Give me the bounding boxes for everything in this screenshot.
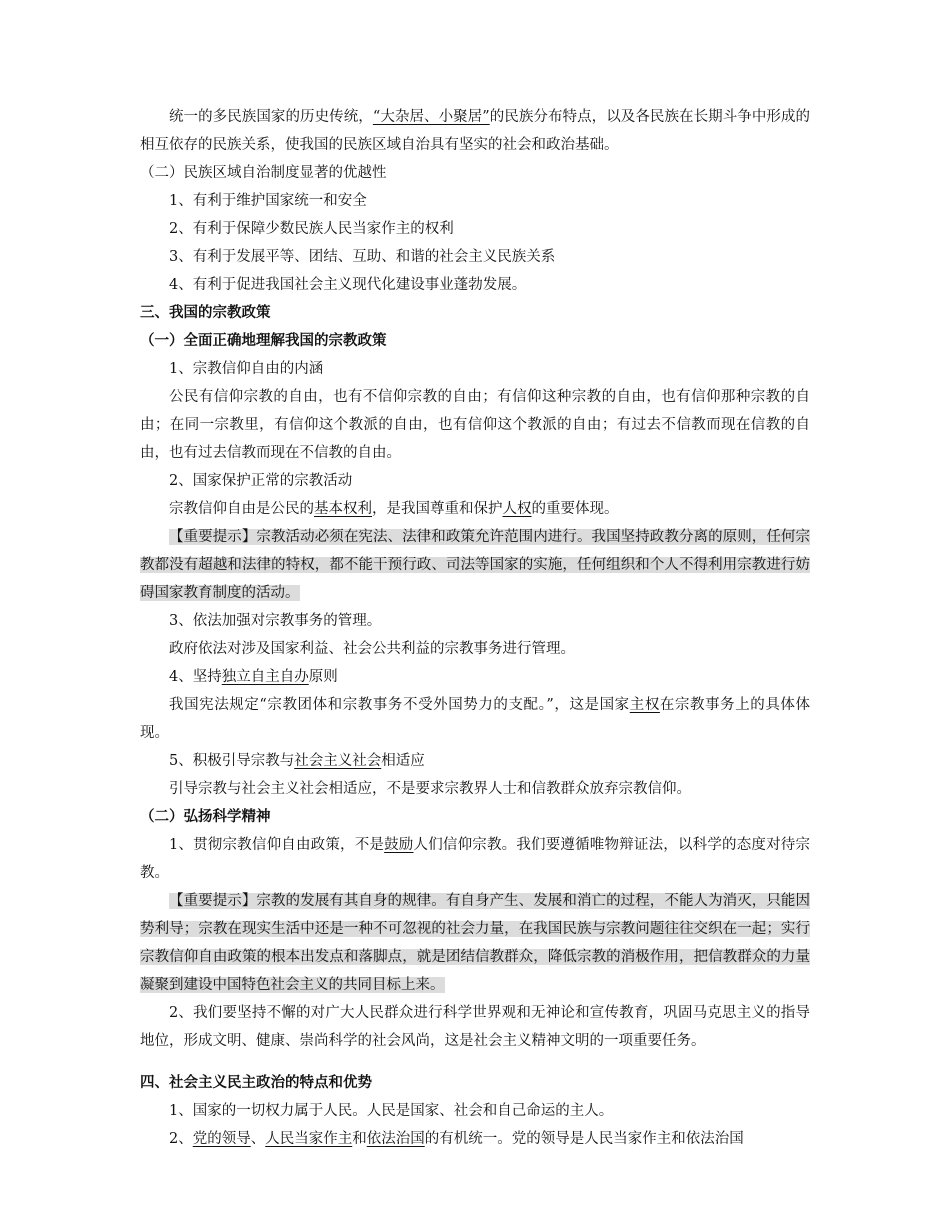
list-item: 4、有利于促进我国社会主义现代化建设事业蓬勃发展。 <box>169 277 527 293</box>
text: 在宗教事务上的具体体现。 <box>140 697 811 741</box>
text: ，是我国尊重和保护 <box>372 501 503 517</box>
text: 的民族分布特点，以及各民族在长期斗争中形成的相互依存的民族关系，使我国的民族区域自治具有坚实的社会和政治基础。 <box>140 109 811 153</box>
text: 我国宪法规定“宗教团体和宗教事务不受外国势力的支配。”，这是国家 <box>169 697 630 713</box>
paragraph: 2、我们要坚持不懈的对广大人民群众进行科学世界观和无神论和宣传教育，巩固马克思主义的指导地位，形成文明、健康、崇尚科学的社会风尚，这是社会主义精神文明的一项重要任务。 <box>140 1005 810 1049</box>
underlined-term: 人权 <box>502 501 532 517</box>
underlined-term: 人民当家作主 <box>265 1131 353 1147</box>
text: 宗教信仰自由是公民的 <box>169 501 314 517</box>
underlined-term: 党的领导 <box>192 1131 251 1147</box>
text: 原则 <box>308 669 338 685</box>
paragraph: 政府依法对涉及国家利益、社会公共利益的宗教事务进行管理。 <box>169 641 575 657</box>
text: 相适应 <box>381 753 425 769</box>
text: 2、 <box>169 1131 193 1147</box>
section-heading-understand-policy: （一）全面正确地理解我国的宗教政策 <box>140 333 387 349</box>
chapter-heading-religion-policy: 三、我国的宗教政策 <box>140 305 271 321</box>
section-heading-autonomy-advantages: （二）民族区域自治制度显著的优越性 <box>140 165 387 181</box>
paragraph-ethnic-basis <box>140 103 810 159</box>
spacer <box>140 1055 810 1069</box>
highlighted-text: 【重要提示】宗教的发展有其自身的规律。有自身产生、发展和消亡的过程，不能人为消灭，只能因势利导；宗教在现实生活中还是一种不可忽视的社会力量，在我国民族与宗教问题往往交织在一起；实行宗教信仰自由政策的根本出发点和落脚点，就是团结信教群众，降低宗教的消极作用，把信教群众的力量凝聚到建设中国特色社会主义的共同目标上来。 <box>140 893 810 993</box>
text: 的重要体现。 <box>531 501 619 517</box>
paragraph <box>140 1125 810 1153</box>
underlined-term: 独立自主自办 <box>221 669 309 685</box>
text: 的有机统一。党的领导是人民当家作主和依法治国 <box>424 1131 744 1147</box>
paragraph: 公民有信仰宗教的自由，也有不信仰宗教的自由；有信仰这种宗教的自由，也有信仰那种宗教的自由；在同一宗教里，有信仰这个教派的自由，也有信仰这个教派的自由；有过去不信教而现在信教的自由，也有过去信教而现在不信教的自由。 <box>140 389 810 461</box>
underlined-term: 依法治国 <box>366 1131 425 1147</box>
list-item: 3、有利于发展平等、团结、互助、和谐的社会主义民族关系 <box>169 249 556 265</box>
document-page <box>140 103 810 1153</box>
underlined-term: 社会主义社会 <box>294 753 382 769</box>
underlined-term: “大杂居、小聚居” <box>372 109 490 125</box>
paragraph <box>140 691 810 747</box>
paragraph: 引导宗教与社会主义社会相适应，不是要求宗教界人士和信教群众放弃宗教信仰。 <box>169 781 691 797</box>
chapter-heading-democracy: 四、社会主义民主政治的特点和优势 <box>140 1075 372 1091</box>
item-heading <box>140 747 810 775</box>
text: 人们信仰宗教。我们要遵循唯物辩证法，以科学的态度对待宗教。 <box>140 837 810 881</box>
item-heading: 2、国家保护正常的宗教活动 <box>169 473 353 489</box>
underlined-term: 鼓励 <box>384 837 414 853</box>
item-heading: 1、宗教信仰自由的内涵 <box>169 361 324 377</box>
important-tip-2 <box>140 887 810 999</box>
text: 4、坚持 <box>169 669 222 685</box>
paragraph <box>140 831 810 887</box>
text: 、 <box>250 1131 266 1147</box>
section-heading-science-spirit: （二）弘扬科学精神 <box>140 809 271 825</box>
highlighted-text: 【重要提示】宗教活动必须在宪法、法律和政策允许范围内进行。我国坚持政教分离的原则，任何宗教都没有超越和法律的特权，都不能干预行政、司法等国家的实施，任何组织和个人不得利用宗教进行妨碍国家教育制度的活动。 <box>140 529 810 601</box>
text: 5、积极引导宗教与 <box>169 753 295 769</box>
item-heading: 3、依法加强对宗教事务的管理。 <box>169 613 382 629</box>
item-heading <box>140 663 810 691</box>
list-item: 1、有利于维护国家统一和安全 <box>169 193 367 209</box>
list-item: 2、有利于保障少数民族人民当家作主的权利 <box>169 221 454 237</box>
paragraph: 1、国家的一切权力属于人民。人民是国家、社会和自己命运的主人。 <box>169 1103 614 1119</box>
paragraph <box>140 495 810 523</box>
text: 统一的多民族国家的历史传统， <box>169 109 373 125</box>
underlined-term: 基本权利 <box>314 501 372 517</box>
important-tip-1 <box>140 523 810 607</box>
underlined-term: 主权 <box>629 697 660 713</box>
text: 和 <box>352 1131 367 1147</box>
text: 1、贯彻宗教信仰自由政策，不是 <box>169 837 385 853</box>
